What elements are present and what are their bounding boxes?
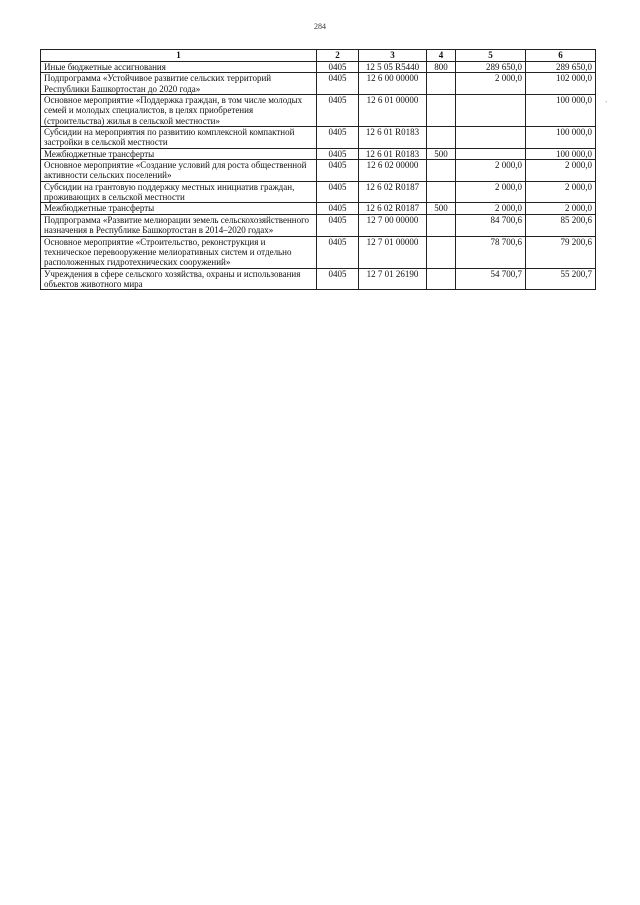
row-amount-2-cell: 2 000,0	[526, 160, 596, 182]
row-amount-1-cell: 78 700,6	[456, 236, 526, 268]
row-amount-1-cell	[456, 95, 526, 127]
row-type-cell: 800	[427, 62, 456, 73]
row-type-cell	[427, 160, 456, 182]
table-row	[41, 73, 596, 95]
row-amount-2-cell: 100 000,0	[526, 95, 596, 127]
row-name-cell: Основное мероприятие «Поддержка граждан, в том числе молодых семей и молодых специалистов, в целях приобретения (строительства) жилья в сельской местности»	[41, 95, 317, 127]
row-target-cell: 12 6 02 R0187	[359, 181, 427, 203]
row-section-cell: 0405	[317, 214, 359, 236]
row-type-cell	[427, 236, 456, 268]
row-target-cell: 12 5 05 R5440	[359, 62, 427, 73]
row-name-cell: Основное мероприятие «Создание условий для роста общественной активности сельских поселений»	[41, 160, 317, 182]
row-section-cell: 0405	[317, 62, 359, 73]
row-name-cell: Подпрограмма «Устойчивое развитие сельских территорий Республики Башкортостан до 2020 года»	[41, 73, 317, 95]
row-name-cell: Межбюджетные трансферты	[41, 203, 317, 214]
row-section-cell: 0405	[317, 148, 359, 159]
table-row	[41, 214, 596, 236]
row-amount-2-cell: 100 000,0	[526, 127, 596, 149]
row-type-cell	[427, 181, 456, 203]
row-type-cell	[427, 127, 456, 149]
column-header: 6	[526, 50, 596, 62]
row-amount-2-cell: 289 650,0	[526, 62, 596, 73]
row-amount-2-cell: 79 200,6	[526, 236, 596, 268]
row-name-cell: Иные бюджетные ассигнования	[41, 62, 317, 73]
row-type-cell	[427, 73, 456, 95]
column-header: 3	[359, 50, 427, 62]
row-section-cell: 0405	[317, 268, 359, 290]
column-header: 1	[41, 50, 317, 62]
row-amount-1-cell: 2 000,0	[456, 160, 526, 182]
table-row	[41, 62, 596, 73]
row-amount-1-cell	[456, 127, 526, 149]
row-target-cell: 12 6 01 R0183	[359, 148, 427, 159]
row-type-cell: 500	[427, 203, 456, 214]
row-section-cell: 0405	[317, 181, 359, 203]
row-type-cell	[427, 95, 456, 127]
row-name-cell: Субсидии на грантовую поддержку местных инициатив граждан, проживающих в сельской местности	[41, 181, 317, 203]
row-amount-1-cell: 2 000,0	[456, 73, 526, 95]
row-type-cell	[427, 268, 456, 290]
row-section-cell: 0405	[317, 95, 359, 127]
table-row	[41, 148, 596, 159]
page-number: 284	[314, 22, 326, 31]
table-body	[41, 62, 596, 290]
table-row	[41, 268, 596, 290]
row-amount-2-cell: 85 200,6	[526, 214, 596, 236]
table-header-row	[41, 50, 596, 62]
budget-table	[40, 49, 596, 290]
scan-mark: `	[605, 100, 608, 109]
row-name-cell: Межбюджетные трансферты	[41, 148, 317, 159]
row-name-cell: Субсидии на мероприятия по развитию комплексной компактной застройки в сельской местности	[41, 127, 317, 149]
row-section-cell: 0405	[317, 160, 359, 182]
row-amount-1-cell: 289 650,0	[456, 62, 526, 73]
row-amount-2-cell: 2 000,0	[526, 203, 596, 214]
row-amount-1-cell: 2 000,0	[456, 181, 526, 203]
row-amount-1-cell	[456, 148, 526, 159]
row-name-cell: Основное мероприятие «Строительство, реконструкция и техническое перевооружение мелиоративных систем и отдельно расположенных гидротехнических сооружений»	[41, 236, 317, 268]
row-type-cell	[427, 214, 456, 236]
row-target-cell: 12 6 00 00000	[359, 73, 427, 95]
row-target-cell: 12 7 01 00000	[359, 236, 427, 268]
row-amount-1-cell: 2 000,0	[456, 203, 526, 214]
row-type-cell: 500	[427, 148, 456, 159]
row-amount-1-cell: 84 700,6	[456, 214, 526, 236]
column-header: 5	[456, 50, 526, 62]
table-row	[41, 127, 596, 149]
row-name-cell: Учреждения в сфере сельского хозяйства, охраны и использования объектов животного мира	[41, 268, 317, 290]
row-amount-1-cell: 54 700,7	[456, 268, 526, 290]
row-target-cell: 12 6 02 R0187	[359, 203, 427, 214]
row-amount-2-cell: 100 000,0	[526, 148, 596, 159]
table-row	[41, 181, 596, 203]
row-target-cell: 12 7 01 26190	[359, 268, 427, 290]
row-amount-2-cell: 102 000,0	[526, 73, 596, 95]
row-section-cell: 0405	[317, 203, 359, 214]
table-row	[41, 203, 596, 214]
row-section-cell: 0405	[317, 236, 359, 268]
table-row	[41, 160, 596, 182]
row-amount-2-cell: 55 200,7	[526, 268, 596, 290]
row-section-cell: 0405	[317, 127, 359, 149]
row-name-cell: Подпрограмма «Развитие мелиорации земель сельскохозяйственного назначения в Республике Башкортостан в 2014–2020 годах»	[41, 214, 317, 236]
row-target-cell: 12 6 01 00000	[359, 95, 427, 127]
row-target-cell: 12 6 01 R0183	[359, 127, 427, 149]
column-header: 2	[317, 50, 359, 62]
column-header: 4	[427, 50, 456, 62]
table-row	[41, 95, 596, 127]
row-target-cell: 12 7 00 00000	[359, 214, 427, 236]
row-target-cell: 12 6 02 00000	[359, 160, 427, 182]
table-row	[41, 236, 596, 268]
row-amount-2-cell: 2 000,0	[526, 181, 596, 203]
row-section-cell: 0405	[317, 73, 359, 95]
